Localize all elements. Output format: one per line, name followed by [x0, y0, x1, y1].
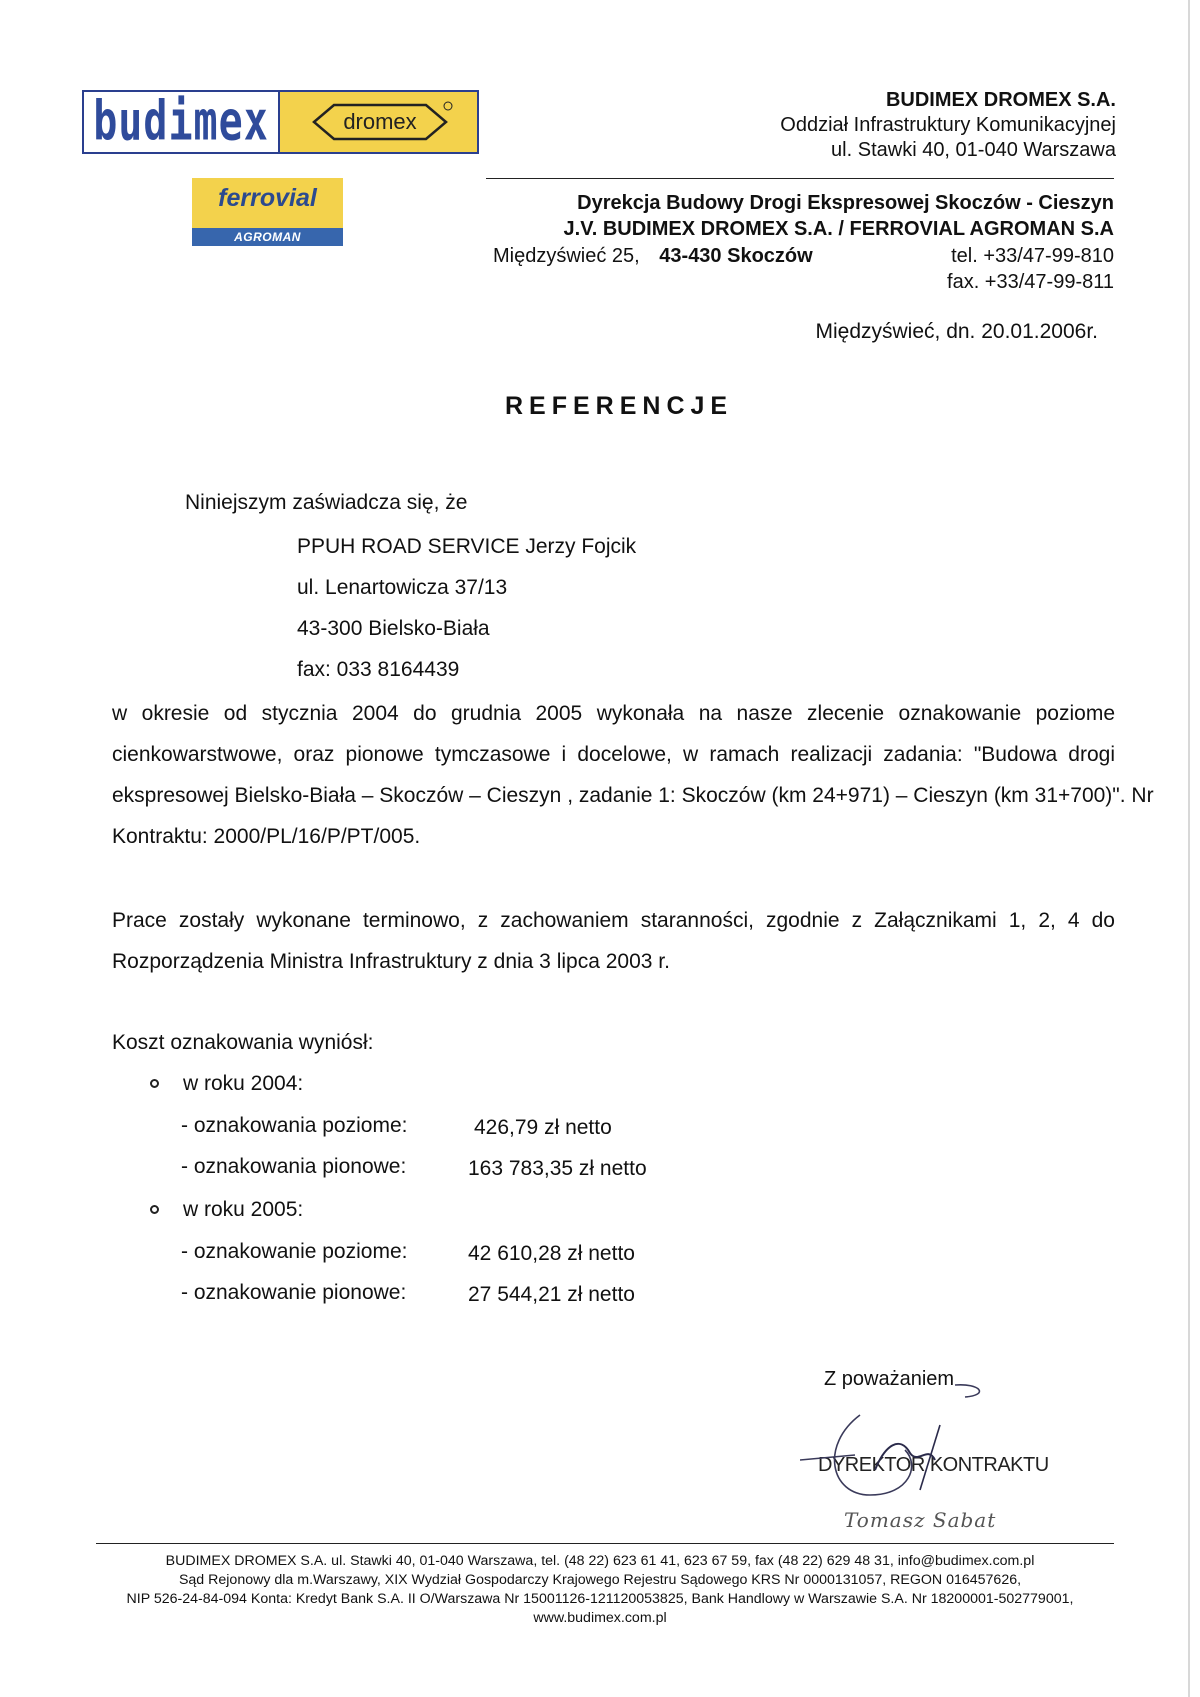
ferrovial-agroman-logo [192, 178, 343, 252]
company-address: ul. Stawki 40, 01-040 Warszawa [831, 139, 1116, 161]
budimex-logo: budimex [84, 92, 280, 152]
paragraph-scope-line-4: Kontraktu: 2000/PL/16/P/PT/005. [112, 825, 421, 848]
footer-line-4: www.budimex.com.pl [533, 1610, 667, 1626]
directorate-street: Międzyświeć 25, [493, 245, 640, 267]
bullet-icon [150, 1205, 159, 1214]
bullet-icon [150, 1079, 159, 1088]
cost-label: - oznakowanie pionowe: [181, 1281, 407, 1304]
directorate-address [493, 243, 813, 269]
cost-label: - oznakowania poziome: [181, 1114, 408, 1137]
paragraph-quality-line-2: Rozporządzenia Ministra Infrastruktury z dnia 3 lipca 2003 r. [112, 950, 670, 973]
footer-line-3: NIP 526-24-84-094 Konta: Kredyt Bank S.A. II O/Warszawa Nr 15001126-121120053825, Bank Handlowy w Warszawie S.A. Nr 18200001-502779001, [126, 1591, 1074, 1607]
cost-year-2004: w roku 2004: [183, 1072, 304, 1095]
directorate-tel: tel. +33/47-99-810 [951, 245, 1114, 267]
footer [90, 1552, 1110, 1628]
document-title: REFERENCJE [505, 392, 734, 420]
intro-text: Niniejszym zaświadcza się, że [185, 491, 468, 514]
cost-label: - oznakowanie poziome: [181, 1240, 408, 1263]
directorate-city: 43-430 Skoczów [659, 245, 813, 267]
signatory-name: Tomasz Sabat [844, 1508, 997, 1532]
directorate-fax: fax. +33/47-99-811 [947, 271, 1114, 293]
scan-edge [1188, 0, 1190, 1697]
company-header [780, 88, 1116, 163]
paragraph-quality [112, 900, 1115, 982]
cost-value: 27 544,21 zł netto [468, 1283, 635, 1306]
directorate-line-1: Dyrekcja Budowy Drogi Ekspresowej Skoczów - Cieszyn [577, 192, 1114, 214]
footer-divider [96, 1543, 1114, 1544]
header-divider [486, 178, 1114, 179]
dromex-badge-shape [304, 99, 454, 145]
recipient-block [297, 526, 636, 690]
recipient-name: PPUH ROAD SERVICE Jerzy Fojcik [297, 535, 637, 558]
dromex-logo-text: dromex [342, 109, 417, 134]
dromex-logo [280, 92, 477, 152]
directorate-line-2: J.V. BUDIMEX DROMEX S.A. / FERROVIAL AGROMAN S.A [563, 218, 1114, 240]
costs-heading: Koszt oznakowania wyniósł: [112, 1031, 374, 1054]
recipient-street: ul. Lenartowicza 37/13 [297, 576, 508, 599]
recipient-fax: fax: 033 8164439 [297, 658, 460, 681]
agroman-logo-text: AGROMAN [192, 228, 343, 246]
cost-value: 426,79 zł netto [474, 1116, 612, 1139]
recipient-city: 43-300 Bielsko-Biała [297, 617, 490, 640]
company-division: Oddział Infrastruktury Komunikacyjnej [780, 114, 1116, 136]
footer-line-1: BUDIMEX DROMEX S.A. ul. Stawki 40, 01-040 Warszawa, tel. (48 22) 623 61 41, 623 67 59, fax (48 22) 629 48 31, info@budimex.com.pl [165, 1553, 1035, 1569]
paragraph-scope [112, 693, 1154, 857]
budimex-dromex-logo [82, 90, 479, 154]
company-name: BUDIMEX DROMEX S.A. [885, 89, 1116, 111]
letter-date: Międzyświeć, dn. 20.01.2006r. [815, 320, 1098, 343]
footer-line-2: Sąd Rejonowy dla m.Warszawy, XIX Wydział Gospodarczy Krajowego Rejestru Sądowego KRS Nr 0000131057, REGON 016457626, [178, 1572, 1022, 1588]
paragraph-quality-line-1: Prace zostały wykonane terminowo, z zachowaniem staranności, zgodnie z Załącznikami 1, 2, 4 do [112, 909, 1115, 932]
ferrovial-logo-text: ferrovial [218, 184, 317, 212]
cost-label: - oznakowania pionowe: [181, 1155, 407, 1178]
stamp-title: DYREKTOR KONTRAKTU [818, 1454, 1049, 1476]
closing-greeting: Z poważaniem [824, 1368, 955, 1390]
cost-value: 42 610,28 zł netto [468, 1242, 635, 1265]
paragraph-scope-line-2: cienkowarstwowe, oraz pionowe tymczasowe i docelowe, w ramach realizacji zadania: "Budowa drogi [112, 743, 1115, 766]
cost-year-2005: w roku 2005: [183, 1198, 304, 1221]
cost-value: 163 783,35 zł netto [468, 1157, 647, 1180]
paragraph-scope-line-3: ekspresowej Bielsko-Biała – Skoczów – Cieszyn , zadanie 1: Skoczów (km 24+971) – Cieszyn (km 31+700)". Nr [112, 784, 1154, 807]
paragraph-scope-line-1: w okresie od stycznia 2004 do grudnia 2005 wykonała na nasze zlecenie oznakowanie poziome [112, 702, 1115, 725]
